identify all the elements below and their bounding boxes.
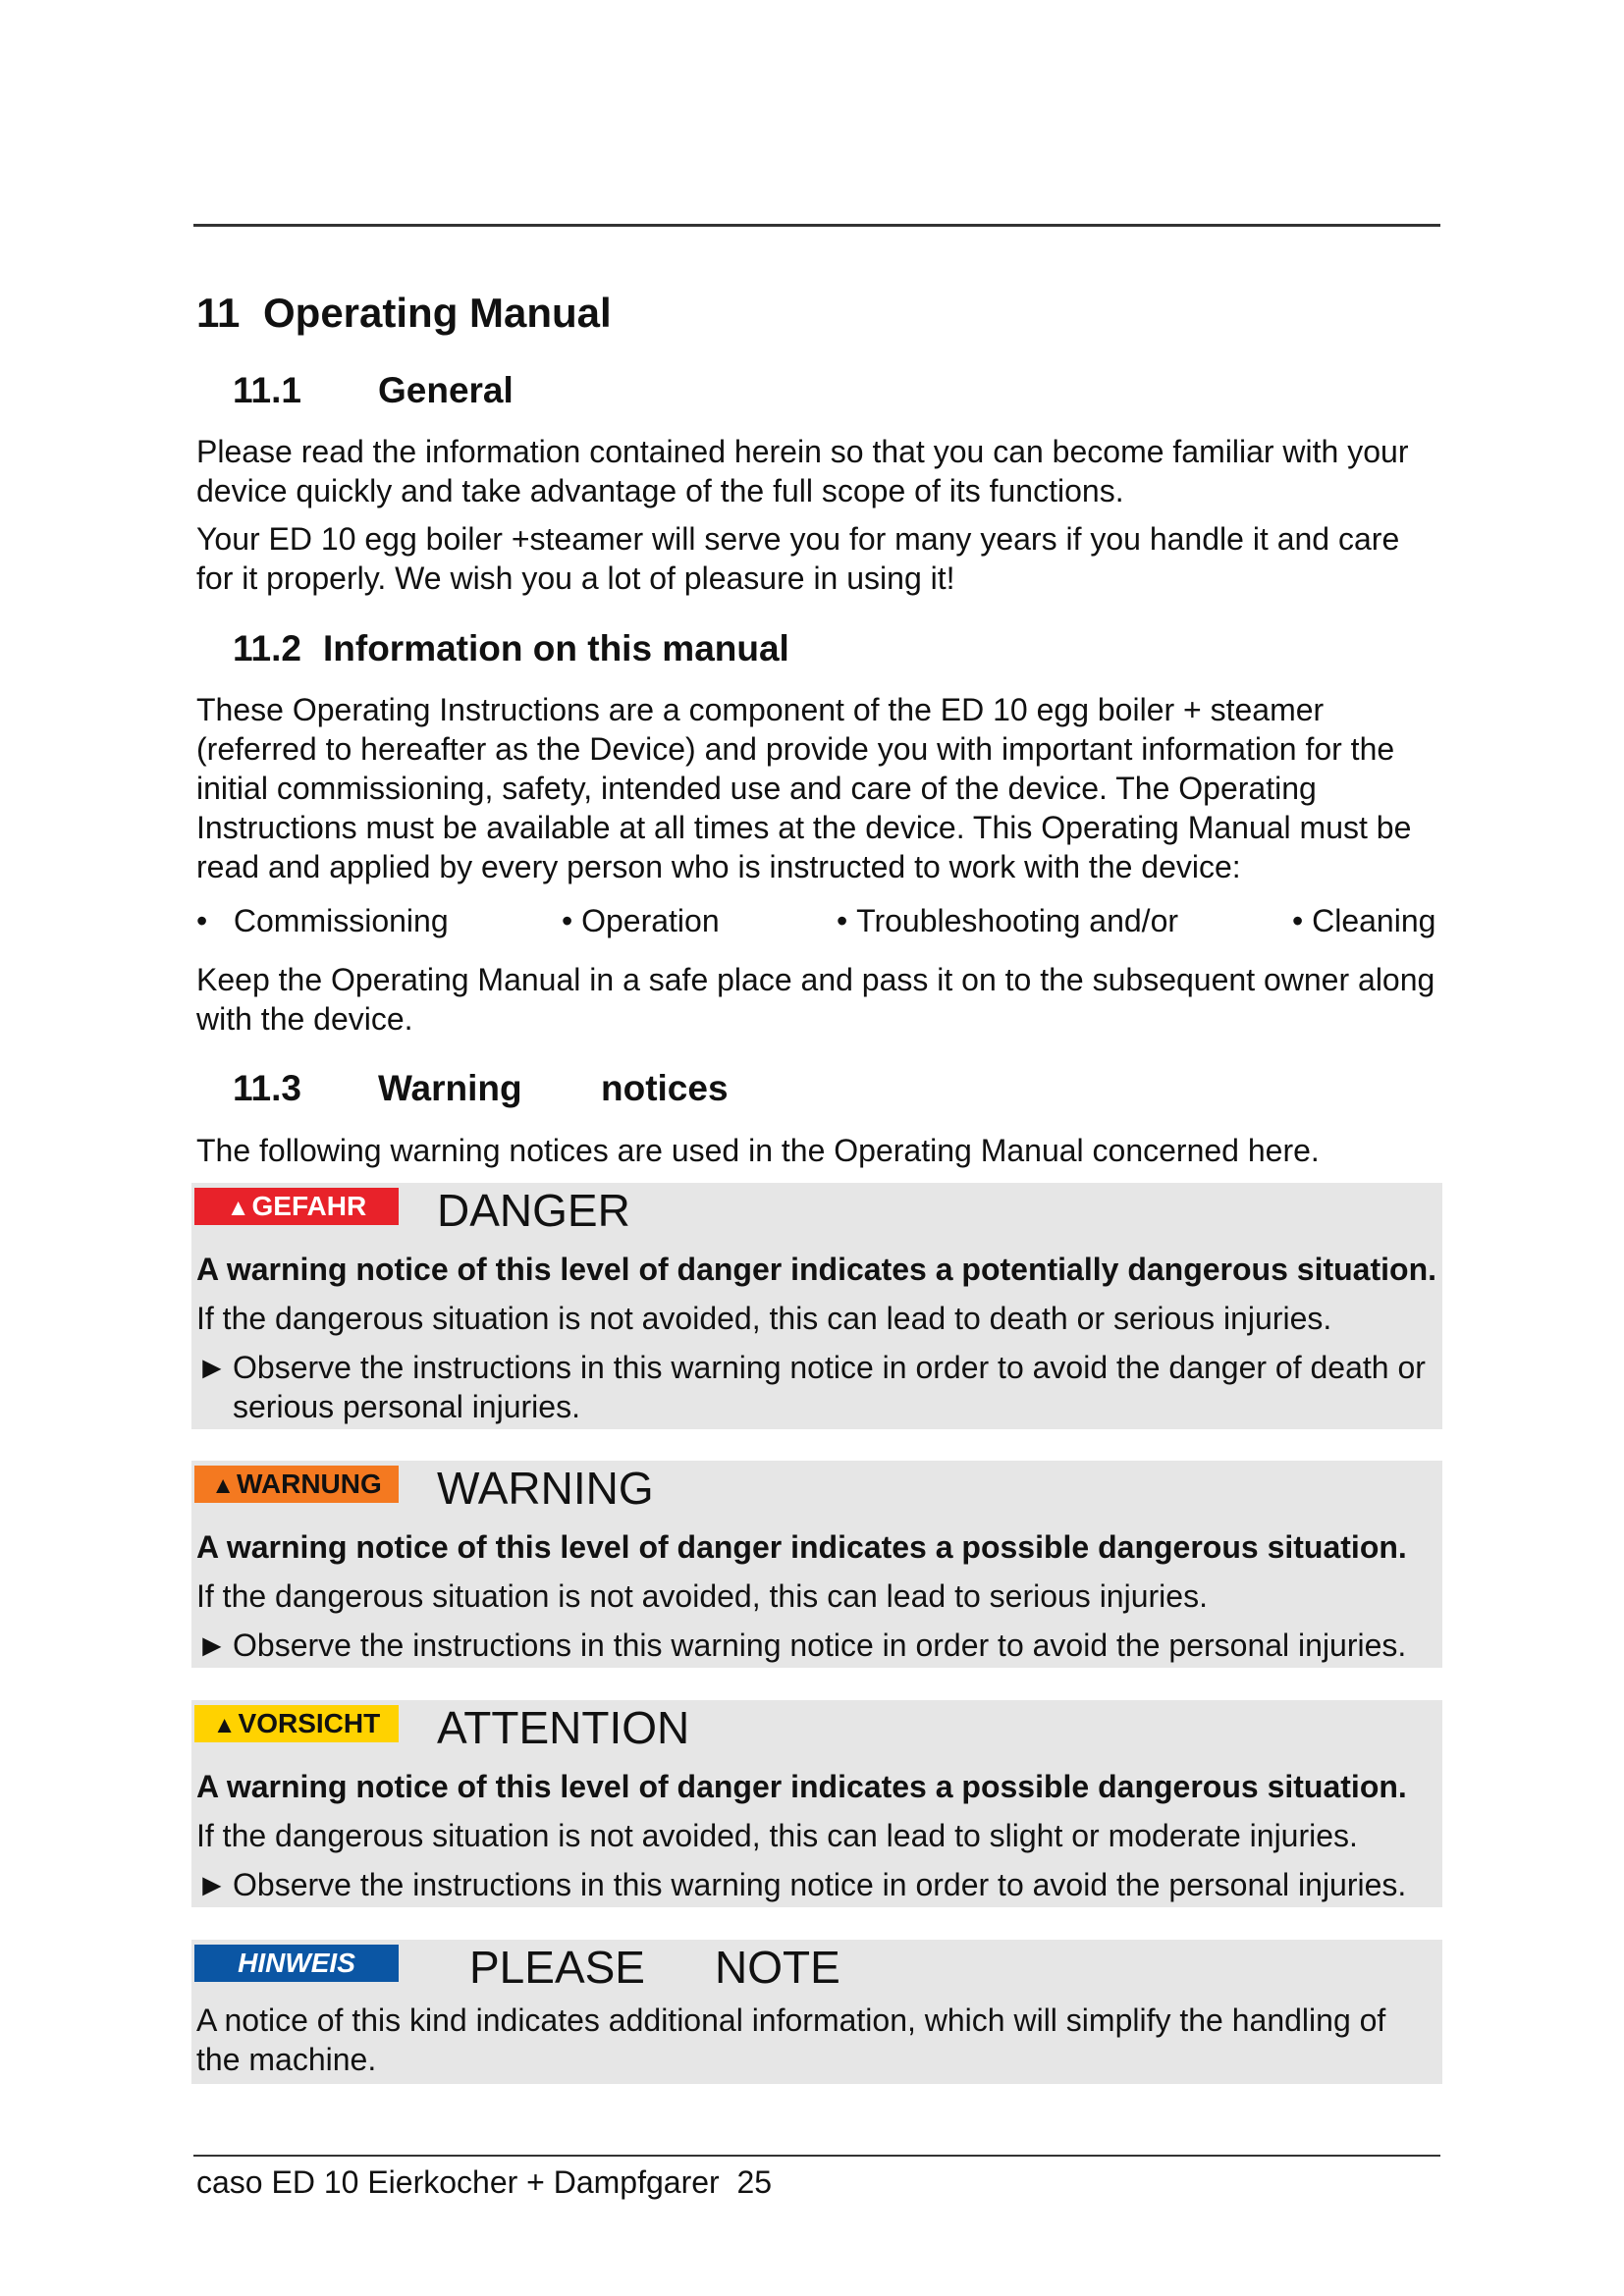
chapter-heading [196,290,612,337]
attention-signal-label: ▲VORSICHT [194,1705,399,1742]
note-signal-label: HINWEIS [194,1945,399,1982]
section-number: 11.1 [233,370,301,410]
footer-title: caso ED 10 Eierkocher + Dampfgarer [196,2164,720,2200]
note-signal-word-2: NOTE [715,1942,840,1993]
warning-signal-word: WARNING [437,1463,654,1514]
arrow-right-icon: ► [196,1350,228,1385]
warning-action: ► Observe the instructions in this warning notice in order to avoid the personal injuries. [196,1628,1407,1663]
warning-triangle-icon: ▲ [211,1472,235,1499]
attention-notice-box [191,1700,1442,1907]
warning-consequence: If the dangerous situation is not avoided, this can lead to serious injuries. [196,1578,1208,1614]
page-number: 25 [736,2164,773,2200]
attention-signal-word: ATTENTION [437,1702,690,1753]
attention-consequence: If the dangerous situation is not avoided, this can lead to slight or moderate injuries. [196,1818,1358,1853]
list-item: • Commissioning [196,903,449,938]
section-heading-general [233,370,514,411]
manual-info-paragraph-1: These Operating Instructions are a component of the ED 10 egg boiler + steamer (referred to hereafter as the Device) and provide you with important information for the initial commissioning, safety, intended use and care of the device. The Operating Instructions must be available at all times at the device. This Operating Manual must be read and applied by every person who is instructed to work with the device: [196,692,1412,884]
note-notice-box [191,1940,1442,2084]
list-item: • Cleaning [1292,903,1436,938]
warning-triangle-icon: ▲ [212,1712,237,1738]
section-heading-warning-notices [233,1068,729,1109]
header-rule [193,224,1440,227]
section-title-part-2: notices [601,1068,729,1108]
warning-notice-box [191,1461,1442,1668]
footer-rule [193,2155,1440,2157]
note-text: A notice of this kind indicates additional information, which will simplify the handling of the machine. [196,2002,1386,2077]
section-number: 11.2 [233,628,301,668]
usage-bullet-list [196,901,1443,940]
page-footer [196,2163,772,2202]
danger-heading: A warning notice of this level of danger indicates a potentially dangerous situation. [196,1252,1436,1287]
general-paragraph-1: Please read the information contained herein so that you can become familiar with your device quickly and take advantage of the full scope of its functions. [196,434,1409,508]
section-title: General [378,370,514,410]
warning-signal-label: ▲WARNUNG [194,1466,399,1503]
chapter-number: 11 [196,290,241,336]
danger-signal-label: ▲GEFAHR [194,1188,399,1225]
note-signal-word-1: PLEASE [469,1942,645,1993]
danger-action: ► Observe the instructions in this warning notice in order to avoid the danger of death or serious personal injuries. [196,1350,1426,1424]
chapter-title: Operating Manual [263,290,612,336]
section-number: 11.3 [233,1068,301,1108]
danger-notice-box [191,1183,1442,1429]
section-title: Information on this manual [323,628,789,668]
warning-notices-intro: The following warning notices are used in the Operating Manual concerned here. [196,1133,1320,1168]
arrow-right-icon: ► [196,1628,228,1663]
section-heading-manual-info [233,628,789,669]
list-item: • Operation [562,903,720,938]
attention-action: ► Observe the instructions in this warning notice in order to avoid the personal injuries. [196,1867,1407,1902]
danger-signal-word: DANGER [437,1185,630,1236]
warning-triangle-icon: ▲ [226,1195,250,1221]
arrow-right-icon: ► [196,1867,228,1902]
list-item: • Troubleshooting and/or [837,903,1179,938]
general-paragraph-2: Your ED 10 egg boiler +steamer will serve you for many years if you handle it and care for it properly. We wish you a lot of pleasure in using it! [196,521,1400,596]
warning-heading: A warning notice of this level of danger indicates a possible dangerous situation. [196,1529,1407,1565]
manual-info-paragraph-2: Keep the Operating Manual in a safe place and pass it on to the subsequent owner along with the device. [196,962,1435,1037]
attention-heading: A warning notice of this level of danger indicates a possible dangerous situation. [196,1769,1407,1804]
section-title-part-1: Warning [378,1068,522,1108]
danger-consequence: If the dangerous situation is not avoided, this can lead to death or serious injuries. [196,1301,1332,1336]
